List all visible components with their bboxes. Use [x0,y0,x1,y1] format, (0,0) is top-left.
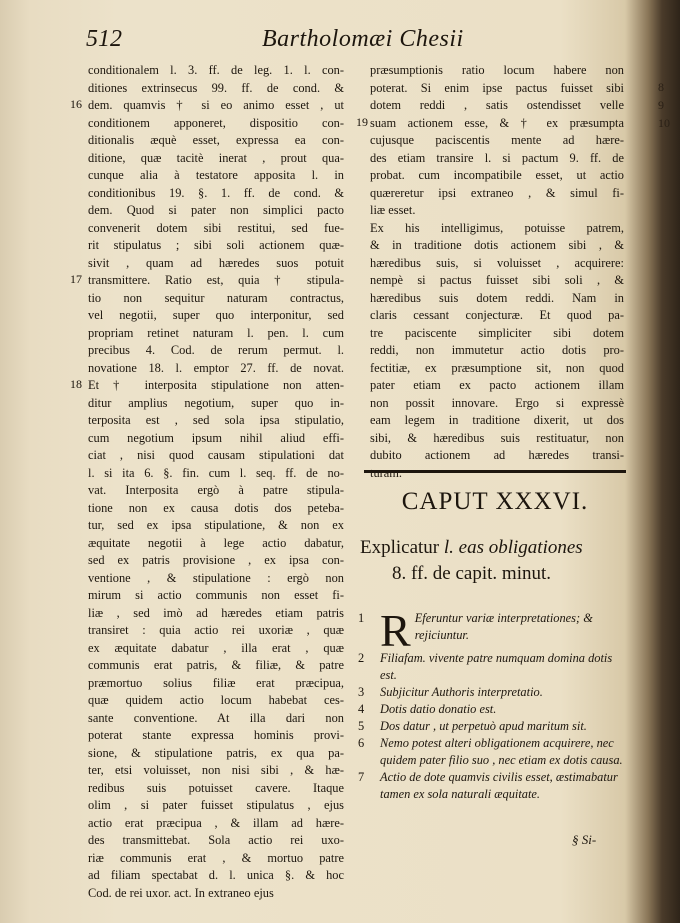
text-line: poterat stante expressa hominis provi- [88,728,344,742]
summary-number: 3 [358,685,365,699]
text-line: hæredibus suis, si voluisset , acquirere: [370,255,624,270]
text-line: cum negotium ipsum nihil aliud effi- [88,430,344,445]
text-line: liæ esset. [370,203,416,217]
text-line: dem. quamvis † si eo animo esset , ut [88,98,344,112]
text-line: ditionalis æquè esset, expressa ea con- [88,133,344,147]
text-line: precibus 4. Cod. de rerum permut. l. [88,343,344,357]
drop-cap: R [380,605,411,656]
text-line: dotem reddi , satis ostendisset velle [370,98,624,112]
explic-line2: 8. ff. de capit. minut. [392,563,552,584]
edge-number: 10 [658,116,670,130]
text-line: tio non sequitur naturam contractus, [88,290,344,305]
summary-text: Subjicitur Authoris interpretatio. [380,685,543,699]
text-line: præsumptionis ratio locum habere non [370,63,624,77]
summary-text: Eferuntur variæ interpretationes; & rejiciuntur. [414,611,593,642]
text-line: liæ , sed imò ad hæredes etiam patris [88,605,344,620]
text-line: non possit innovare. Ergo si expressè [370,395,624,410]
chapter-summary [358,605,626,803]
text-line [370,465,624,483]
summary-text: Dos datur , ut perpetuò apud maritum sit. [380,719,587,733]
text-line: sivit , quam ad hæredes suos potuit [88,255,344,270]
summary-number: 6 [358,736,365,750]
summary-text: Dotis datio donatio est. [380,702,497,716]
text-line: probat. cum incompatibile esset, ut actio [370,168,624,182]
margin-number: 17 [70,272,82,286]
text-line: transmittere. Ratio est, quia † stipula- [88,273,344,287]
text-line: l. si ita 6. §. fin. cum l. seq. ff. de no- [88,465,344,480]
text-line: terposita est , sed sola ipsa stipulatio, [88,413,344,427]
text-line: sante conventione. At illa dari non [88,710,344,725]
text-line: sione, & stipulatione patris, ex qua pa- [88,745,344,760]
text-line: cujusque paciscentis mente ad hære- [370,133,624,147]
text-line: dubito actionem ad hæredes transi- [370,448,624,462]
text-line: ventione , & stipulatione : ergò non [88,570,344,585]
text-line: hæredibus suis dotem reddi. Nam in [370,290,624,305]
text-line: transiret : quia actio rei uxoriæ , quæ [88,623,344,637]
text-line: poterat. Si enim ipse pactus fuisset sibi [370,80,624,95]
right-column [370,62,624,482]
section-rule [364,470,626,473]
text-line: conditionem apponeret, dispositio con- [88,115,344,130]
text-line: ad filiam spectabat d. l. unica §. & hoc [88,868,344,882]
summary-text: Nemo potest alteri obligationem acquirere, nec quidem pater filio suo , nec etiam ex dotis causa. [380,736,623,767]
text-line: æquitate negotii à lege actio dabatur, [88,535,344,550]
text-line: communis erat patris, & filiæ, & patre [88,658,344,672]
summary-number: 7 [358,770,365,784]
summary-number: 5 [358,719,365,733]
text-line: tur, sed ex ipsa stipulatione, & non ex [88,518,344,532]
page-number: 512 [86,26,122,52]
text-line: eam legem in traditione dixerit, ut dos [370,413,624,427]
text-line: fectitiæ, ex præsumptione sit, non quod [370,360,624,375]
text-line: quæreretur ipsi extraneo , & simul fi- [370,185,624,200]
explic-prefix: Explicatur [360,537,440,558]
text-line: olim , si pater fuisset stipulatus , ejus [88,798,344,812]
text-line: tione non ex causa dotis dos peteba- [88,500,344,515]
summary-item [358,735,626,769]
margin-number: 18 [70,377,82,391]
chapter-subtitle [360,535,628,587]
text-line: quæ quidem actio locum habebat ces- [88,693,344,707]
summary-text: Filiafam. vivente patre numquam domina dotis est. [380,651,613,682]
summary-text: Actio de dote quamvis civilis esset, æstimabatur tamen ex sola naturali æquitate. [380,770,618,801]
text-line: Cod. de rei uxor. act. In extraneo ejus [88,885,274,900]
edge-number: 8 [658,80,664,94]
text-line: sed ex patris provisione , ex ipsa con- [88,553,344,567]
text-line: claris cessant conjecturæ. Et quod pa- [370,308,624,322]
summary-number: 2 [358,651,365,665]
text-line: conditionibus 19. §. 1. ff. de cond. & [88,185,344,200]
text-line: vat. Interposita ergò à patre stipula- [88,483,344,497]
text-line: ditiones extrinsecus 99. ff. de cond. & [88,80,344,95]
margin-number: 16 [70,97,82,111]
running-head: Bartholomæi Chesii [262,26,464,52]
text-line: ciat , nisi quod causam stipulationi dat [88,448,344,462]
margin-number: 19 [356,115,368,129]
text-line: Et † interposita stipulatione non atten- [88,378,344,392]
text-line: des transmittebat. Sola actio rei uxo- [88,833,344,847]
text-line: des etiam transire l. si pactum 9. ff. de [370,150,624,165]
summary-item [358,718,626,735]
text-line: Ex his intelligimus, potuisse patrem, [370,220,624,235]
text-line: ter, etsi voluisset, non nisi sibi , & hæ- [88,763,344,777]
edge-number: 9 [658,98,664,112]
text-line: ditur amplius negotium, super quo in- [88,395,344,410]
text-line: convenerit dotem sibi restitui, sed fue- [88,220,344,235]
summary-item [358,769,626,803]
text-line: ditione, quæ tacitè inerat , prout qua- [88,150,344,165]
summary-number: 1 [358,611,365,625]
summary-item [358,650,626,684]
text-line: pater etiam ex pacto actionem illam [370,378,624,392]
text-line: actio erat præcipua , & illam ad hære- [88,815,344,830]
text-line: rit stipulatus ; sibi soli actionem quæ- [88,238,344,252]
text-line: tre paciscente simpliciter sibi dotem [370,325,624,340]
text-line: præmortuo solius filiæ erat præcipua, [88,675,344,690]
explic-italic: l. eas obligationes [443,537,583,558]
catchword: § Si- [572,832,597,847]
text-line: propriam retinet naturam l. pen. l. cum [88,325,344,340]
text-line: cunque alia à testatore apposita l. in [88,168,344,182]
text-line: & in traditione dotis actionem sibi , & [370,238,624,252]
text-line: mirum si actio communis non esset fi- [88,588,344,602]
text-line: dem. Quod si pater non simplici pacto [88,203,344,217]
summary-number: 4 [358,702,365,716]
text-line: sibi, & hæredibus suis restituatur, non [370,430,624,445]
text-line: vel negotii, super quo interponitur, sed [88,308,344,322]
text-line: reddi, non immutetur actio dotis pro- [370,343,624,357]
text-line: novatione 18. l. emptor 27. ff. de novat. [88,360,344,375]
text-line: riæ communis erat , & mortuo patre [88,850,344,865]
left-column [88,62,344,902]
chapter-title: CAPUT XXXVI. [401,488,589,515]
text-line: redibus suis potuisset cavere. Itaque [88,780,344,795]
page-header [86,26,626,56]
text-line: ex æquitate dabatur , illa erat , quæ [88,640,344,655]
text-line: conditionalem l. 3. ff. de leg. 1. l. con- [88,63,344,77]
summary-item [358,605,626,656]
summary-item [358,701,626,718]
summary-item [358,684,626,701]
facing-page-edge [648,0,680,923]
text-line: nempè si pactus fuisset sibi soli , & [370,273,624,287]
text-line: suam actionem esse, & † ex præsumpta [370,115,624,130]
